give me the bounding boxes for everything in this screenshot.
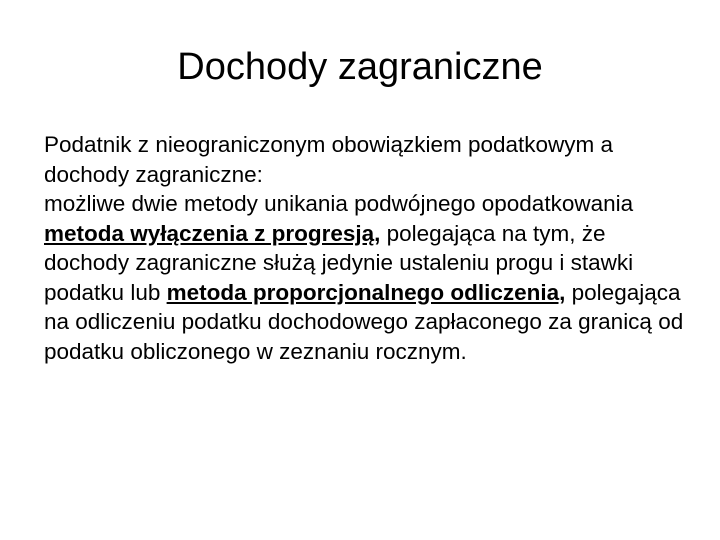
- paragraph-2-intro: możliwe dwie metody unikania podwójnego opodatkowania: [44, 191, 634, 216]
- method-2-description: polegająca na odliczeniu podatku dochodowego zapłaconego za granicą od podatku obliczonego w zeznaniu rocznym.: [44, 279, 684, 364]
- body-paragraph-1: Podatnik z nieograniczonym obowiązkiem podatkowym a dochody zagraniczne:: [44, 132, 614, 187]
- method-1-description: polegająca na tym, że dochody zagraniczne służą jedynie ustaleniu progu i stawki podatku lub: [44, 220, 634, 305]
- method-1-term: metoda wyłączenia z progresją: [44, 220, 375, 246]
- slide-title: Dochody zagraniczne: [177, 46, 543, 88]
- method-2-term: metoda proporcjonalnego odliczenia,: [166, 279, 566, 305]
- method-1-comma: ,: [374, 220, 381, 246]
- body-paragraph-2: [44, 189, 684, 366]
- slide-body: [44, 130, 684, 366]
